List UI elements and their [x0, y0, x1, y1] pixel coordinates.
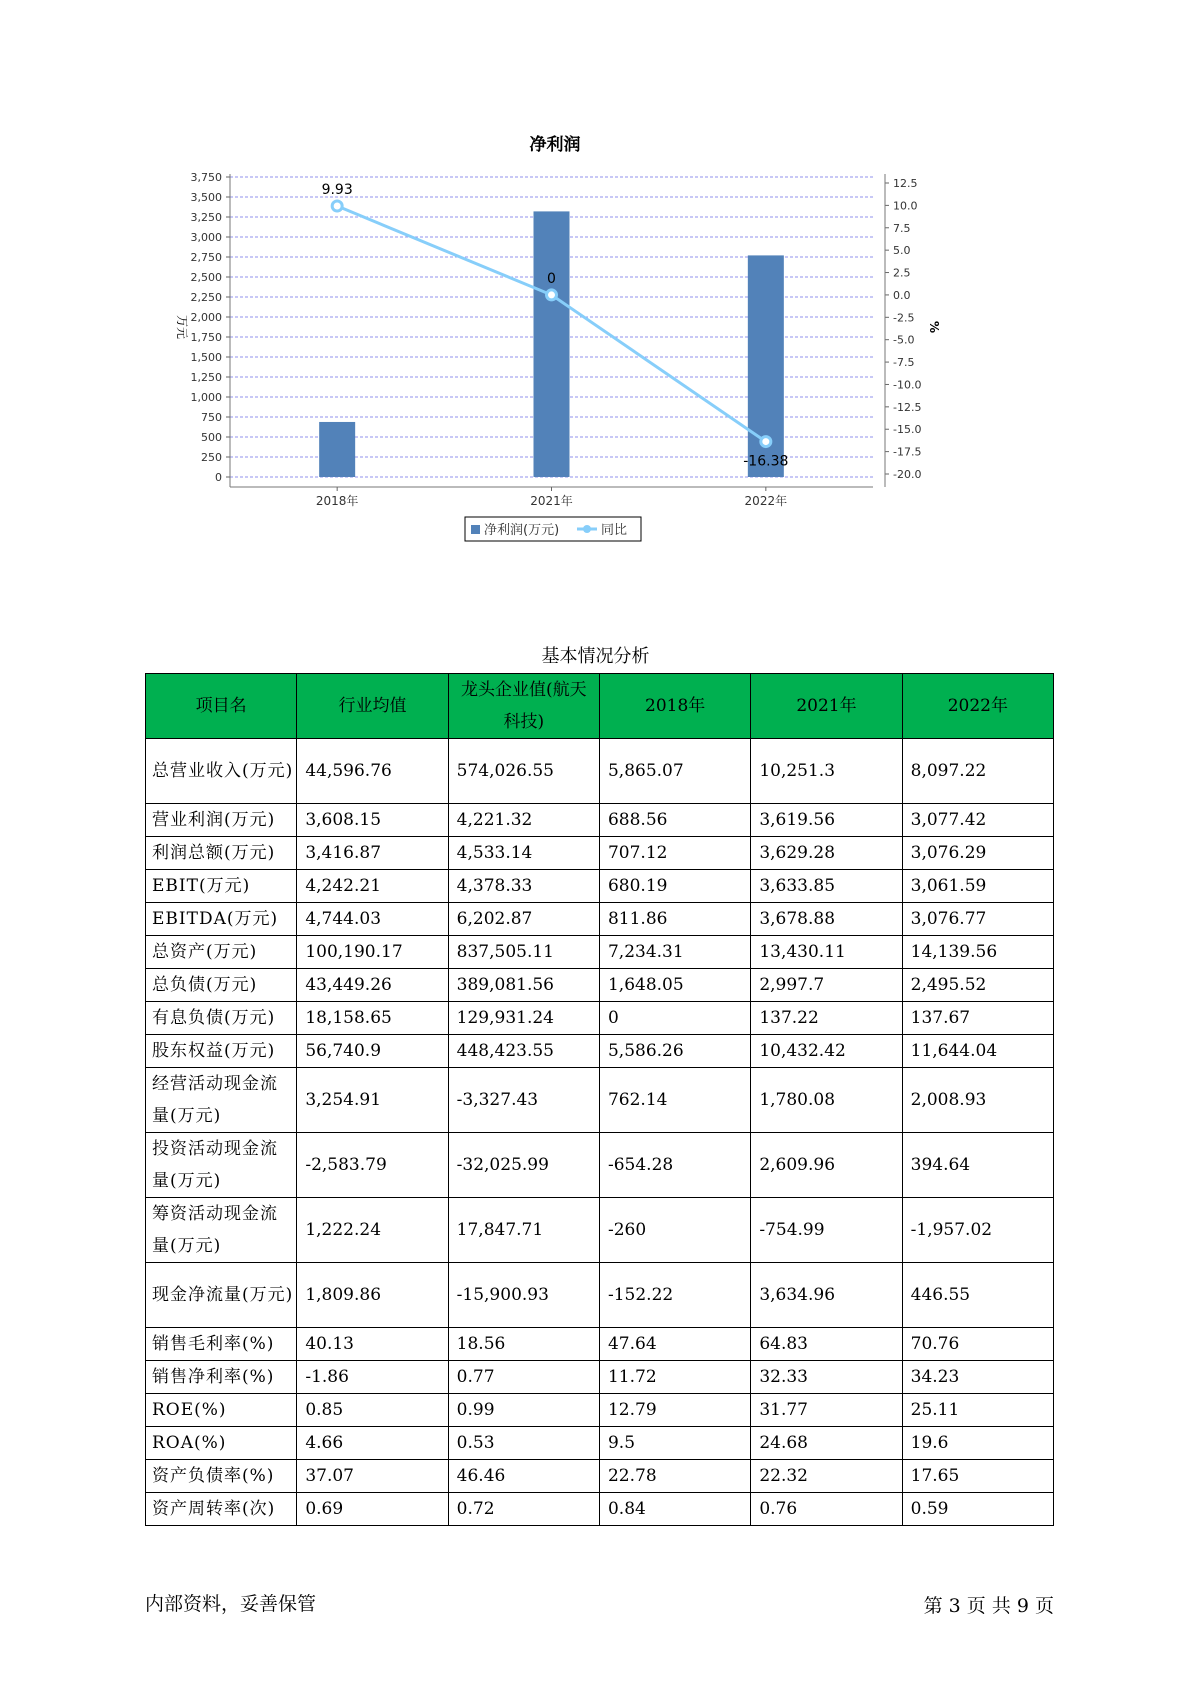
header-industry-average: 行业均值 — [297, 674, 448, 739]
table-cell: 64.83 — [751, 1328, 902, 1361]
footer-page-number: 第 3 页 共 9 页 — [923, 1595, 1054, 1617]
table-row — [146, 1328, 1054, 1361]
header-2018: 2018年 — [599, 674, 750, 739]
table-row — [146, 1068, 1054, 1133]
table-cell: 100,190.17 — [297, 936, 448, 969]
table-row — [146, 1133, 1054, 1198]
row-label: EBITDA(万元) — [146, 903, 297, 936]
table-row — [146, 1493, 1054, 1526]
y2-tick-label: 7.5 — [893, 221, 911, 235]
table-cell: 688.56 — [599, 804, 750, 837]
table-cell: 137.22 — [751, 1002, 902, 1035]
table-cell: 1,222.24 — [297, 1198, 448, 1263]
table-cell: 18,158.65 — [297, 1002, 448, 1035]
table-cell: 8,097.22 — [902, 739, 1053, 804]
row-label: 销售毛利率(%) — [146, 1328, 297, 1361]
table-cell: 12.79 — [599, 1394, 750, 1427]
y2-tick-label: -5.0 — [893, 333, 915, 347]
table-cell: 31.77 — [751, 1394, 902, 1427]
y2-tick-label: -17.5 — [893, 445, 922, 459]
y-tick-label: 2,000 — [190, 311, 222, 324]
y2-tick-label: 5.0 — [893, 244, 911, 258]
table-cell: 3,678.88 — [751, 903, 902, 936]
table-cell: 137.67 — [902, 1002, 1053, 1035]
table-cell: 574,026.55 — [448, 739, 599, 804]
table-row — [146, 903, 1054, 936]
table-cell: 3,076.29 — [902, 837, 1053, 870]
table-cell: 2,997.7 — [751, 969, 902, 1002]
table-cell: 0.59 — [902, 1493, 1053, 1526]
row-label: 资产负债率(%) — [146, 1460, 297, 1493]
table-row — [146, 969, 1054, 1002]
table-row — [146, 1394, 1054, 1427]
table-cell: 9.5 — [599, 1427, 750, 1460]
table-cell: 10,432.42 — [751, 1035, 902, 1068]
table-cell: 6,202.87 — [448, 903, 599, 936]
table-row — [146, 1361, 1054, 1394]
table-cell: 4,533.14 — [448, 837, 599, 870]
point-yoy — [761, 437, 771, 447]
header-2022: 2022年 — [902, 674, 1053, 739]
table-cell: 40.13 — [297, 1328, 448, 1361]
table-cell: 47.64 — [599, 1328, 750, 1361]
table-cell: 0.84 — [599, 1493, 750, 1526]
table-row — [146, 936, 1054, 969]
x-tick-label: 2022年 — [744, 494, 788, 508]
table-cell: -152.22 — [599, 1263, 750, 1328]
table-caption: 基本情况分析 — [541, 646, 650, 667]
header-leader-value: 龙头企业值(航天科技) — [448, 674, 599, 739]
table-cell: 3,608.15 — [297, 804, 448, 837]
table-cell: 17.65 — [902, 1460, 1053, 1493]
table-cell: -3,327.43 — [448, 1068, 599, 1133]
table-cell: 811.86 — [599, 903, 750, 936]
table-cell: 3,077.42 — [902, 804, 1053, 837]
table-cell: 4,744.03 — [297, 903, 448, 936]
y-tick-label: 1,500 — [190, 351, 222, 364]
table-cell: 1,809.86 — [297, 1263, 448, 1328]
table-cell: -32,025.99 — [448, 1133, 599, 1198]
point-yoy — [332, 201, 342, 211]
table-cell: 3,416.87 — [297, 837, 448, 870]
table-row — [146, 739, 1054, 804]
table-cell: 13,430.11 — [751, 936, 902, 969]
y-axis-title: 万元 — [175, 314, 189, 340]
row-label: 筹资活动现金流量(万元) — [146, 1198, 297, 1263]
table-cell: 19.6 — [902, 1427, 1053, 1460]
table-cell: -260 — [599, 1198, 750, 1263]
y-tick-label: 500 — [201, 431, 222, 444]
table-cell: 4,242.21 — [297, 870, 448, 903]
row-label: 总资产(万元) — [146, 936, 297, 969]
table-cell: -15,900.93 — [448, 1263, 599, 1328]
table-cell: 5,586.26 — [599, 1035, 750, 1068]
table-cell: 3,633.85 — [751, 870, 902, 903]
table-body — [146, 739, 1054, 1526]
row-label: 利润总额(万元) — [146, 837, 297, 870]
table-cell: 448,423.55 — [448, 1035, 599, 1068]
y-tick-label: 1,750 — [190, 331, 222, 344]
table-cell: 3,076.77 — [902, 903, 1053, 936]
table-cell: 0.99 — [448, 1394, 599, 1427]
row-label: 股东权益(万元) — [146, 1035, 297, 1068]
table-cell: -754.99 — [751, 1198, 902, 1263]
table-cell: 3,061.59 — [902, 870, 1053, 903]
table-cell: -1,957.02 — [902, 1198, 1053, 1263]
table-cell: 10,251.3 — [751, 739, 902, 804]
legend-label-net-profit: 净利润(万元) — [484, 523, 560, 538]
table-cell: 17,847.71 — [448, 1198, 599, 1263]
table-cell: 22.32 — [751, 1460, 902, 1493]
table-row — [146, 1460, 1054, 1493]
y2-tick-label: 12.5 — [893, 177, 918, 190]
table-row — [146, 870, 1054, 903]
table-cell: 14,139.56 — [902, 936, 1053, 969]
row-label: EBIT(万元) — [146, 870, 297, 903]
table-cell: 3,634.96 — [751, 1263, 902, 1328]
table-cell: -654.28 — [599, 1133, 750, 1198]
table-cell: 1,648.05 — [599, 969, 750, 1002]
table-cell: 680.19 — [599, 870, 750, 903]
y2-tick-label: -10.0 — [893, 378, 922, 392]
table-cell: 4.66 — [297, 1427, 448, 1460]
footer-confidential: 内部资料，妥善保管 — [145, 1593, 317, 1615]
net-profit-chart — [170, 130, 1030, 600]
point-yoy — [547, 290, 557, 300]
table-cell: 129,931.24 — [448, 1002, 599, 1035]
legend-label-yoy: 同比 — [601, 523, 628, 538]
legend-swatch-yoy-dot — [583, 525, 591, 533]
table-cell: 837,505.11 — [448, 936, 599, 969]
row-label: ROA(%) — [146, 1427, 297, 1460]
table-cell: 11,644.04 — [902, 1035, 1053, 1068]
table-cell: 3,254.91 — [297, 1068, 448, 1133]
table-cell: 7,234.31 — [599, 936, 750, 969]
table-cell: 18.56 — [448, 1328, 599, 1361]
y-tick-label: 250 — [201, 451, 222, 464]
header-item-name: 项目名 — [146, 674, 297, 739]
table-cell: 707.12 — [599, 837, 750, 870]
table-cell: 56,740.9 — [297, 1035, 448, 1068]
table-cell: -2,583.79 — [297, 1133, 448, 1198]
y-tick-label: 3,000 — [190, 231, 222, 244]
table-cell: 11.72 — [599, 1361, 750, 1394]
table-cell: 24.68 — [751, 1427, 902, 1460]
table-cell: 43,449.26 — [297, 969, 448, 1002]
table-cell: 2,495.52 — [902, 969, 1053, 1002]
y2-axis-title: % — [927, 320, 941, 334]
table-cell: 446.55 — [902, 1263, 1053, 1328]
y2-tick-label: -7.5 — [893, 356, 915, 370]
table-row — [146, 1427, 1054, 1460]
table-row — [146, 837, 1054, 870]
row-label: ROE(%) — [146, 1394, 297, 1427]
table-cell: 32.33 — [751, 1361, 902, 1394]
table-cell: 2,609.96 — [751, 1133, 902, 1198]
y2-tick-label: 10.0 — [893, 199, 918, 213]
table-cell: 389,081.56 — [448, 969, 599, 1002]
y2-tick-label: -12.5 — [893, 400, 922, 414]
y2-tick-label: -2.5 — [893, 311, 915, 325]
y-tick-label: 3,500 — [190, 191, 222, 204]
legend-swatch-net-profit — [471, 525, 480, 534]
y-tick-label: 2,250 — [190, 291, 222, 304]
row-label: 总负债(万元) — [146, 969, 297, 1002]
table-cell: 4,378.33 — [448, 870, 599, 903]
y-tick-label: 3,250 — [190, 211, 222, 224]
data-label-yoy: -16.38 — [743, 453, 789, 470]
y-tick-label: 750 — [201, 411, 222, 424]
table-cell: 0 — [599, 1002, 750, 1035]
row-label: 总营业收入(万元) — [146, 739, 297, 804]
table-row — [146, 1035, 1054, 1068]
data-label-yoy: 9.93 — [321, 182, 353, 199]
table-row — [146, 1002, 1054, 1035]
table-cell: 5,865.07 — [599, 739, 750, 804]
y2-tick-label: 0.0 — [893, 288, 911, 302]
table-cell: 22.78 — [599, 1460, 750, 1493]
row-label: 有息负债(万元) — [146, 1002, 297, 1035]
table-cell: 1,780.08 — [751, 1068, 902, 1133]
table-cell: 44,596.76 — [297, 739, 448, 804]
table-cell: 46.46 — [448, 1460, 599, 1493]
table-cell: 25.11 — [902, 1394, 1053, 1427]
y-tick-label: 2,500 — [190, 271, 222, 284]
y-tick-label: 1,000 — [190, 391, 222, 404]
table-row — [146, 1263, 1054, 1328]
table-cell: 0.69 — [297, 1493, 448, 1526]
table-cell: 3,619.56 — [751, 804, 902, 837]
x-tick-label: 2021年 — [530, 494, 573, 508]
table-row — [146, 1198, 1054, 1263]
table-row — [146, 804, 1054, 837]
y2-tick-label: -15.0 — [893, 423, 922, 437]
row-label: 营业利润(万元) — [146, 804, 297, 837]
y-tick-label: 0 — [215, 471, 222, 484]
bar-net-profit — [319, 422, 355, 477]
table-cell: 0.77 — [448, 1361, 599, 1394]
row-label: 资产周转率(次) — [146, 1493, 297, 1526]
row-label: 销售净利率(%) — [146, 1361, 297, 1394]
y2-tick-label: 2.5 — [893, 266, 911, 280]
table-cell: 0.72 — [448, 1493, 599, 1526]
table-cell: 3,629.28 — [751, 837, 902, 870]
table-cell: 762.14 — [599, 1068, 750, 1133]
row-label: 投资活动现金流量(万元) — [146, 1133, 297, 1198]
row-label: 现金净流量(万元) — [146, 1263, 297, 1328]
y-tick-label: 2,750 — [190, 251, 222, 264]
table-cell: 0.85 — [297, 1394, 448, 1427]
x-tick-label: 2018年 — [315, 494, 359, 508]
data-label-yoy: 0 — [547, 270, 556, 287]
table-cell: 37.07 — [297, 1460, 448, 1493]
table-cell: 0.76 — [751, 1493, 902, 1526]
table-cell: 2,008.93 — [902, 1068, 1053, 1133]
y2-tick-label: -20.0 — [893, 468, 922, 481]
table-cell: 0.53 — [448, 1427, 599, 1460]
table-cell: 70.76 — [902, 1328, 1053, 1361]
table-cell: 34.23 — [902, 1361, 1053, 1394]
y-tick-label: 1,250 — [190, 371, 222, 384]
bar-net-profit — [534, 211, 570, 477]
basic-analysis-table — [145, 673, 1054, 1526]
header-2021: 2021年 — [751, 674, 902, 739]
table-header-row — [146, 674, 1054, 739]
chart-canvas — [170, 130, 1030, 600]
row-label: 经营活动现金流量(万元) — [146, 1068, 297, 1133]
chart-title: 净利润 — [529, 135, 581, 155]
table-cell: 4,221.32 — [448, 804, 599, 837]
table-cell: 394.64 — [902, 1133, 1053, 1198]
y-tick-label: 3,750 — [190, 171, 222, 184]
table-cell: -1.86 — [297, 1361, 448, 1394]
